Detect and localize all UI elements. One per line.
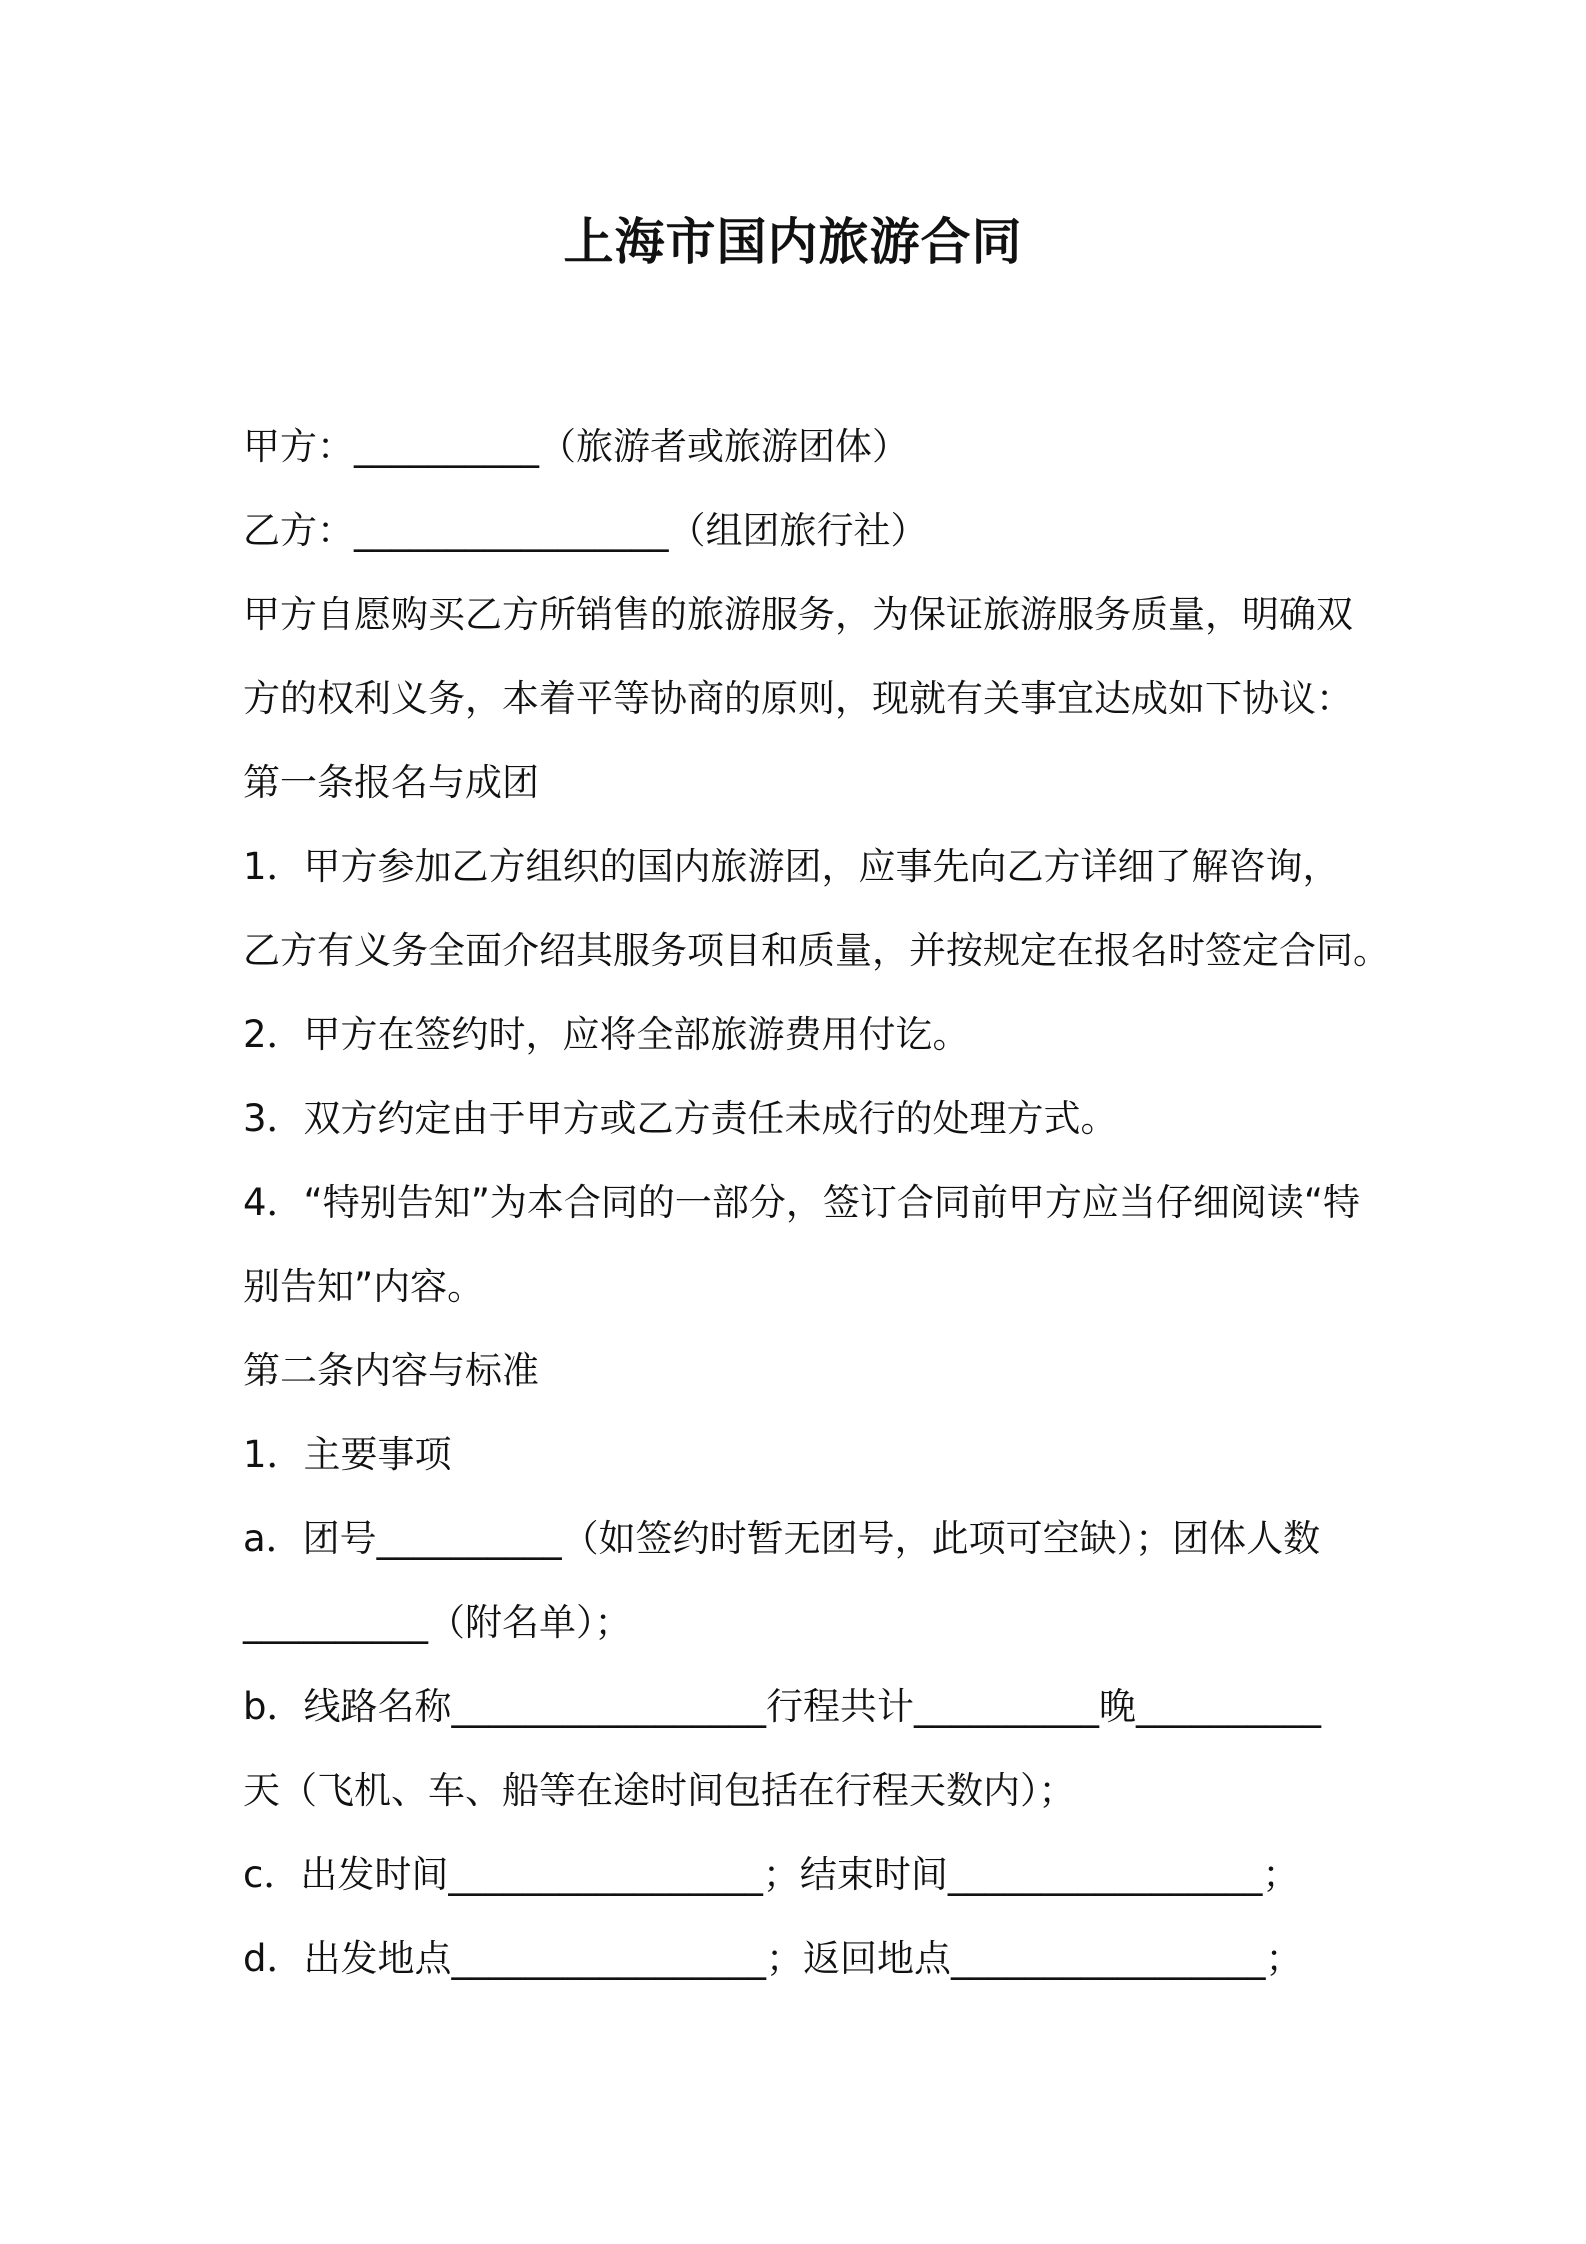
article-1-item-4-line-2: 别告知”内容。 (243, 1265, 485, 1308)
document-title: 上海市国内旅游合同 (563, 213, 1023, 271)
item-c-line: c．出发时间_________________；结束时间_________________； (243, 1853, 1300, 1896)
article-2-item-1-heading: 1．主要事项 (243, 1433, 452, 1476)
item-d-line: d．出发地点_________________；返回地点_________________； (243, 1937, 1303, 1980)
party-a-line: 甲方：__________（旅游者或旅游团体） (243, 425, 909, 468)
article-1-item-4-line-1: 4．“特别告知”为本合同的一部分，签订合同前甲方应当仔细阅读“特 (243, 1181, 1361, 1224)
article-1-item-1-line-2: 乙方有义务全面介绍其服务项目和质量，并按规定在报名时签定合同。 (243, 929, 1390, 972)
article-1-heading: 第一条报名与成团 (243, 761, 539, 804)
document-body (243, 405, 1390, 2001)
party-b-line: 乙方：_________________（组团旅行社） (243, 509, 928, 552)
item-a-line-2: __________（附名单）； (243, 1601, 632, 1644)
article-2-heading: 第二条内容与标准 (243, 1349, 539, 1392)
item-b-line-2: 天（飞机、车、船等在途时间包括在行程天数内）； (243, 1769, 1076, 1812)
article-1-item-3: 3．双方约定由于甲方或乙方责任未成行的处理方式。 (243, 1097, 1118, 1140)
item-b-line-1: b．线路名称_________________行程共计__________晚__________ (243, 1685, 1321, 1728)
preamble-line-1: 甲方自愿购买乙方所销售的旅游服务，为保证旅游服务质量，明确双 (243, 593, 1353, 636)
preamble-line-2: 方的权利义务，本着平等协商的原则，现就有关事宜达成如下协议： (243, 677, 1353, 720)
article-1-item-2: 2．甲方在签约时，应将全部旅游费用付讫。 (243, 1013, 970, 1056)
article-1-item-1-line-1: 1．甲方参加乙方组织的国内旅游团，应事先向乙方详细了解咨询， (243, 845, 1340, 888)
item-a-line-1: a．团号__________（如签约时暂无团号，此项可空缺）；团体人数 (243, 1517, 1321, 1560)
